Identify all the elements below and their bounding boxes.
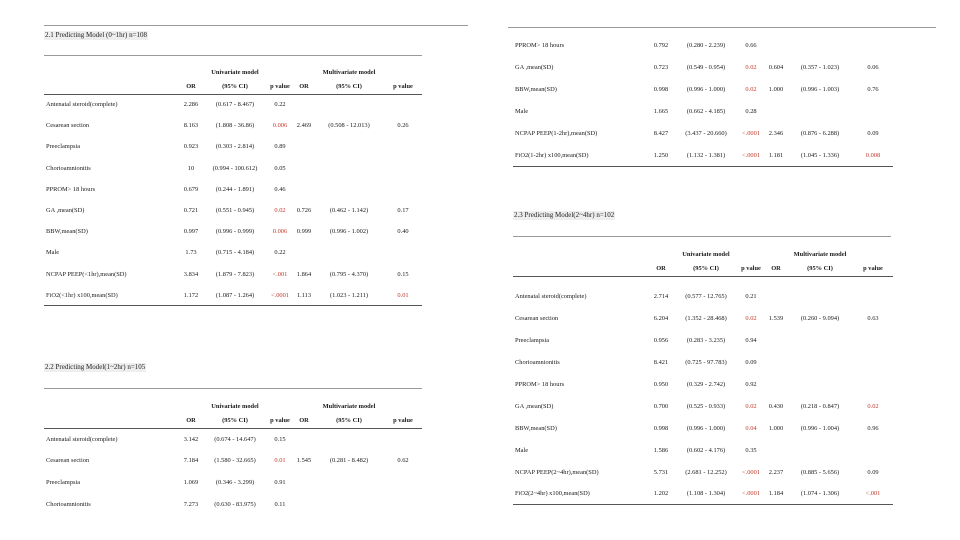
header-blank — [44, 414, 178, 428]
multi-or-value: 1.864 — [296, 270, 312, 278]
section-2-1-top-rule — [44, 55, 422, 56]
row-label: Antenatal steroid(complete) — [46, 435, 118, 443]
p-value: <.0001 — [737, 144, 765, 166]
multi-p-value — [384, 179, 422, 200]
p-value: <.0001 — [737, 483, 765, 505]
multi-or-value: 1.000 — [768, 86, 784, 94]
multi-ci-value: (0.876 - 6.288) — [800, 130, 840, 137]
p-value: 0.02 — [745, 402, 757, 410]
multi-or-value — [294, 472, 314, 494]
header-multivariate: Multivariate model — [322, 68, 376, 76]
multi-p-value — [853, 101, 893, 123]
header-mor: OR — [765, 262, 787, 276]
or-value: 3.142 — [183, 435, 199, 443]
p-value: 0.01 — [274, 457, 286, 465]
ci-value: (0.525 - 0.933) — [686, 402, 726, 410]
multi-ci-value: (1.045 - 1.336) — [787, 144, 853, 166]
ci-value: (0.674 - 14.647) — [214, 435, 256, 443]
row-label: NCPAP PEEP(2~4hr),mean(SD) — [515, 468, 599, 476]
multi-ci-value: (0.260 - 9.094) — [800, 315, 840, 323]
header-blank — [178, 64, 204, 80]
multi-p-value — [853, 352, 893, 374]
header-blank — [647, 246, 675, 262]
section-title-2-1: 2.1 Predicting Model (0~1hr) n=108 — [45, 31, 148, 39]
ci-value: (2.681 - 12.252) — [685, 468, 727, 476]
multi-p-value: 0.02 — [867, 402, 879, 410]
ci-value: (0.346 - 3.299) — [215, 478, 255, 486]
row-label: Chorioamnionitis — [515, 359, 560, 367]
multi-or-value: 0.430 — [768, 402, 784, 410]
multi-p-value: 0.76 — [867, 86, 879, 94]
section-title-2-2: 2.2 Predicting Model(1~2hr) n=105 — [45, 363, 146, 371]
table-row — [513, 374, 893, 396]
page-top-rule-left — [44, 25, 468, 26]
row-label: Chorioamnionitis — [46, 164, 91, 172]
multi-p-value — [853, 374, 893, 396]
row-label: NCPAP PEEP(1-2hr),mean(SD) — [515, 130, 598, 137]
p-value: 0.04 — [745, 424, 757, 432]
row-label: PPROM> 18 hours — [515, 42, 565, 50]
table-2-2 — [44, 398, 422, 515]
header-mp: p value — [384, 80, 422, 94]
or-value: 0.998 — [653, 86, 669, 94]
multi-or-value: 1.184 — [765, 483, 787, 505]
header-blank — [44, 398, 178, 414]
multi-or-value — [765, 101, 787, 123]
or-value: 0.923 — [183, 143, 199, 151]
multi-or-value: 1.545 — [296, 457, 312, 465]
table-row — [44, 428, 422, 450]
header-univariate: Univariate model — [682, 250, 730, 258]
multi-p-value: 0.40 — [397, 228, 409, 236]
row-label: Chorioamnionitis — [46, 500, 91, 508]
multi-or-value: 2.237 — [768, 468, 784, 476]
multi-ci-value: (0.462 - 1.142) — [329, 207, 369, 215]
ci-value: (1.087 - 1.264) — [204, 285, 266, 306]
ci-value: (0.996 - 1.000) — [686, 424, 726, 432]
row-label: Male — [515, 446, 529, 454]
or-value: 0.997 — [183, 228, 199, 236]
multi-ci-value — [787, 439, 853, 461]
p-value: 0.09 — [745, 359, 757, 367]
multi-or-value — [765, 330, 787, 352]
multi-or-value — [765, 352, 787, 374]
table-row — [44, 221, 422, 242]
header-blank — [384, 64, 422, 80]
multi-p-value: <.001 — [853, 483, 893, 505]
multi-p-value — [384, 472, 422, 494]
table-row — [44, 242, 422, 263]
table-row — [513, 439, 893, 461]
ci-value: (0.602 - 4.176) — [686, 446, 726, 454]
header-p: p value — [737, 262, 765, 276]
table-row — [44, 179, 422, 200]
multi-ci-value — [787, 352, 853, 374]
row-label: Preeclampsia — [515, 337, 550, 345]
header-blank — [513, 262, 647, 276]
header-blank — [294, 398, 314, 414]
row-label: NCPAP PEEP(<1hr),mean(SD) — [46, 270, 127, 278]
or-value: 5.731 — [653, 468, 669, 476]
multi-p-value — [384, 242, 422, 263]
multi-or-value — [294, 136, 314, 157]
row-label: Antenatal steroid(complete) — [46, 101, 118, 109]
p-value: 0.15 — [274, 435, 286, 443]
ci-value: (0.662 - 4.185) — [686, 108, 726, 116]
multi-p-value — [384, 158, 422, 179]
section-2-2-top-rule — [44, 388, 422, 389]
or-value: 0.998 — [653, 424, 669, 432]
row-label: Cesarean section — [46, 457, 90, 465]
multi-or-value: 0.999 — [296, 228, 312, 236]
table-row — [513, 286, 893, 308]
multi-or-value: 1.181 — [765, 144, 787, 166]
table-row — [44, 285, 422, 306]
or-value: 0.792 — [653, 42, 669, 50]
multi-p-value: 0.17 — [397, 207, 409, 215]
multi-ci-value — [314, 493, 384, 515]
table-row — [513, 144, 893, 166]
p-value: 0.05 — [274, 164, 286, 172]
table-row — [44, 136, 422, 157]
multi-ci-value: (0.996 - 1.002) — [329, 228, 369, 236]
header-mor: OR — [294, 80, 314, 94]
multi-ci-value — [314, 136, 384, 157]
multi-p-value — [853, 439, 893, 461]
ci-value: (0.996 - 0.999) — [215, 228, 255, 236]
multi-or-value: 0.726 — [296, 207, 312, 215]
header-blank — [44, 64, 178, 80]
multi-p-value: 0.09 — [867, 468, 879, 476]
multi-p-value: 0.62 — [397, 457, 409, 465]
or-value: 1.202 — [647, 483, 675, 505]
p-value: 0.46 — [274, 185, 286, 193]
multi-ci-value — [787, 286, 853, 308]
header-ci: (95% CI) — [204, 414, 266, 428]
or-value: 0.721 — [183, 207, 199, 215]
p-value: 0.89 — [274, 143, 286, 151]
or-value: 3.834 — [183, 270, 199, 278]
multi-or-value — [294, 493, 314, 515]
multi-or-value — [765, 439, 787, 461]
multi-or-value: 1.539 — [768, 315, 784, 323]
header-blank — [765, 246, 787, 262]
multi-ci-value: (0.885 - 5.656) — [800, 468, 840, 476]
p-value: <.0001 — [742, 468, 760, 476]
multi-or-value: 1.113 — [294, 285, 314, 306]
multi-p-value: 0.63 — [867, 315, 879, 323]
header-blank — [266, 64, 294, 80]
multi-or-value — [294, 428, 314, 450]
ci-value: (1.808 - 36.86) — [215, 122, 255, 130]
header-multivariate: Multivariate model — [322, 402, 376, 410]
p-value: <.0001 — [742, 130, 760, 137]
row-label: Preeclampsia — [46, 143, 81, 151]
header-or: OR — [178, 414, 204, 428]
or-value: 0.723 — [653, 64, 669, 72]
or-value: 1.586 — [653, 446, 669, 454]
multi-p-value — [853, 330, 893, 352]
p-value: 0.006 — [272, 122, 288, 130]
multi-ci-value: (0.795 - 4.370) — [329, 270, 369, 278]
row-label: Male — [46, 249, 60, 257]
multi-p-value: 0.09 — [867, 130, 879, 137]
p-value: 0.02 — [274, 207, 286, 215]
row-label: FiO2(2~4hr) x100,mean(SD) — [513, 483, 647, 505]
ci-value: (1.132 - 1.381) — [675, 144, 737, 166]
multi-or-value: 2.346 — [768, 130, 784, 137]
multi-or-value — [294, 94, 314, 115]
ci-value: (0.280 - 2.239) — [686, 42, 726, 50]
row-label: PPROM> 18 hours — [46, 185, 96, 193]
header-mp: p value — [384, 414, 422, 428]
row-label: Cesarean section — [46, 122, 90, 130]
or-value: 7.273 — [183, 500, 199, 508]
multi-or-value — [294, 242, 314, 263]
multi-ci-value: (1.074 - 1.306) — [787, 483, 853, 505]
ci-value: (0.996 - 1.000) — [686, 86, 726, 94]
header-blank — [44, 80, 178, 94]
header-or: OR — [178, 80, 204, 94]
multi-p-value: 0.96 — [867, 424, 879, 432]
row-label: GA ,mean(SD) — [515, 402, 554, 410]
multi-ci-value: (1.023 - 1.211) — [314, 285, 384, 306]
ci-value: (0.551 - 0.945) — [215, 207, 255, 215]
row-label: BBW,mean(SD) — [515, 424, 557, 432]
header-blank — [513, 246, 647, 262]
p-value: 0.02 — [745, 86, 757, 94]
row-label: Cesarean section — [515, 315, 559, 323]
p-value: 0.22 — [274, 249, 286, 257]
table-2-2-continued — [513, 35, 893, 167]
table-row — [44, 472, 422, 494]
table-row — [44, 94, 422, 115]
p-value: 0.66 — [745, 42, 757, 50]
row-label: Male — [515, 108, 529, 116]
multi-or-value — [294, 158, 314, 179]
table-row — [513, 483, 893, 505]
or-value: 7.184 — [183, 457, 199, 465]
row-label: BBW,mean(SD) — [515, 86, 557, 94]
multi-ci-value: (0.996 - 1.003) — [800, 86, 840, 94]
header-mci: (95% CI) — [787, 262, 853, 276]
table-row — [513, 57, 893, 79]
ci-value: (0.994 - 100.612) — [212, 164, 258, 172]
ci-value: (0.303 - 2.814) — [215, 143, 255, 151]
table-row — [513, 35, 893, 57]
multi-p-value: 0.01 — [384, 285, 422, 306]
multi-p-value — [384, 428, 422, 450]
or-value: 8.163 — [183, 122, 199, 130]
p-value: 0.11 — [274, 500, 286, 508]
p-value: 0.22 — [274, 101, 286, 109]
page-top-rule-right — [508, 27, 936, 28]
table-row — [513, 395, 893, 417]
table-row — [513, 330, 893, 352]
header-mp: p value — [853, 262, 893, 276]
ci-value: (0.244 - 1.891) — [215, 185, 255, 193]
p-value: 0.02 — [745, 315, 757, 323]
table-row — [513, 79, 893, 101]
multi-p-value — [384, 136, 422, 157]
multi-or-value — [294, 179, 314, 200]
ci-value: (1.352 - 28.468) — [685, 315, 727, 323]
table-row — [44, 450, 422, 472]
multi-p-value — [853, 286, 893, 308]
row-label: BBW,mean(SD) — [46, 228, 88, 236]
table-row — [44, 264, 422, 285]
row-label: PPROM> 18 hours — [515, 381, 565, 388]
row-label: FiO2(1-2hr) x100,mean(SD) — [513, 144, 647, 166]
multi-or-value: 0.604 — [768, 64, 784, 72]
or-value: 1.250 — [647, 144, 675, 166]
or-value: 2.714 — [653, 293, 669, 301]
header-blank — [294, 64, 314, 80]
or-value: 0.950 — [653, 381, 669, 388]
header-or: OR — [647, 262, 675, 276]
table-row — [513, 101, 893, 123]
header-multivariate: Multivariate model — [793, 250, 847, 258]
p-value: 0.006 — [272, 228, 288, 236]
multi-or-value — [765, 286, 787, 308]
or-value: 1.73 — [185, 249, 197, 257]
multi-ci-value — [314, 94, 384, 115]
multi-or-value — [765, 374, 787, 396]
row-label: Preeclampsia — [46, 478, 81, 486]
table-2-1 — [44, 64, 422, 306]
table-2-3 — [513, 246, 893, 505]
ci-value: (0.617 - 8.467) — [215, 101, 255, 109]
multi-ci-value — [314, 158, 384, 179]
table-row — [44, 158, 422, 179]
header-mor: OR — [294, 414, 314, 428]
ci-value: (0.725 - 97.783) — [685, 359, 727, 367]
section-2-3-top-rule — [513, 236, 891, 237]
multi-p-value — [384, 94, 422, 115]
ci-value: (0.283 - 3.235) — [686, 337, 726, 345]
header-spacer — [513, 276, 893, 286]
or-value: 10 — [187, 164, 195, 172]
or-value: 8.421 — [653, 359, 669, 367]
table-row — [44, 200, 422, 221]
p-value: 0.91 — [274, 478, 286, 486]
multi-or-value: 2.469 — [296, 122, 312, 130]
p-value: 0.35 — [745, 446, 757, 454]
ci-value: (0.630 - 83.975) — [214, 500, 256, 508]
multi-p-value: 0.26 — [397, 122, 409, 130]
multi-p-value — [853, 35, 893, 57]
multi-or-value: 1.000 — [768, 424, 784, 432]
multi-ci-value — [787, 35, 853, 57]
ci-value: (0.577 - 12.765) — [685, 293, 727, 301]
p-value: 0.92 — [745, 381, 757, 388]
p-value: 0.94 — [745, 337, 757, 345]
p-value: 0.02 — [745, 64, 757, 72]
ci-value: (1.879 - 7.823) — [215, 270, 255, 278]
row-label: Antenatal steroid(complete) — [515, 293, 587, 301]
or-value: 6.204 — [653, 315, 669, 323]
ci-value: (1.580 - 32.665) — [214, 457, 256, 465]
p-value: <.0001 — [266, 285, 294, 306]
row-label: GA ,mean(SD) — [46, 207, 85, 215]
multi-p-value: 0.15 — [397, 270, 409, 278]
multi-ci-value — [787, 330, 853, 352]
multi-or-value — [765, 35, 787, 57]
section-title-2-3: 2.3 Predicting Model(2~4hr) n=102 — [514, 211, 615, 219]
header-univariate: Univariate model — [211, 402, 259, 410]
multi-ci-value — [314, 472, 384, 494]
multi-ci-value: (0.508 - 12.013) — [328, 122, 370, 130]
header-ci: (95% CI) — [204, 80, 266, 94]
header-mci: (95% CI) — [314, 414, 384, 428]
multi-ci-value: (0.218 - 0.847) — [800, 402, 840, 410]
p-value: 0.28 — [745, 108, 757, 116]
or-value: 0.700 — [653, 402, 669, 410]
table-row — [513, 461, 893, 483]
table-row — [513, 308, 893, 330]
p-value: 0.21 — [745, 293, 757, 301]
header-univariate: Univariate model — [211, 68, 259, 76]
ci-value: (0.549 - 0.954) — [686, 64, 726, 72]
header-ci: (95% CI) — [675, 262, 737, 276]
header-p: p value — [266, 414, 294, 428]
header-blank — [178, 398, 204, 414]
multi-p-value: 0.008 — [853, 144, 893, 166]
ci-value: (3.437 - 20.660) — [685, 130, 727, 137]
row-label: GA ,mean(SD) — [515, 64, 554, 72]
row-label: FiO2(<1hr) x100,mean(SD) — [44, 285, 178, 306]
or-value: 8.427 — [653, 130, 669, 137]
multi-ci-value: (0.357 - 1.023) — [800, 64, 840, 72]
multi-p-value — [384, 493, 422, 515]
header-mci: (95% CI) — [314, 80, 384, 94]
or-value: 0.956 — [653, 337, 669, 345]
multi-ci-value — [314, 242, 384, 263]
multi-ci-value: (0.281 - 8.482) — [329, 457, 369, 465]
or-value: 1.665 — [653, 108, 669, 116]
header-blank — [737, 246, 765, 262]
or-value: 0.679 — [183, 185, 199, 193]
or-value: 1.172 — [178, 285, 204, 306]
multi-p-value: 0.06 — [867, 64, 879, 72]
multi-ci-value — [787, 374, 853, 396]
ci-value: (0.715 - 4.184) — [215, 249, 255, 257]
header-blank — [384, 398, 422, 414]
multi-ci-value: (0.996 - 1.004) — [800, 424, 840, 432]
table-row — [513, 352, 893, 374]
table-row — [513, 123, 893, 145]
or-value: 2.286 — [183, 101, 199, 109]
multi-ci-value — [314, 179, 384, 200]
header-p: p value — [266, 80, 294, 94]
table-row — [44, 493, 422, 515]
or-value: 1.069 — [183, 478, 199, 486]
table-row — [513, 417, 893, 439]
p-value: <.001 — [272, 270, 288, 278]
multi-ci-value — [314, 428, 384, 450]
multi-ci-value — [787, 101, 853, 123]
table-row — [44, 115, 422, 136]
ci-value: (0.329 - 2.742) — [686, 381, 726, 388]
header-blank — [853, 246, 893, 262]
header-blank — [266, 398, 294, 414]
ci-value: (1.108 - 1.304) — [675, 483, 737, 505]
